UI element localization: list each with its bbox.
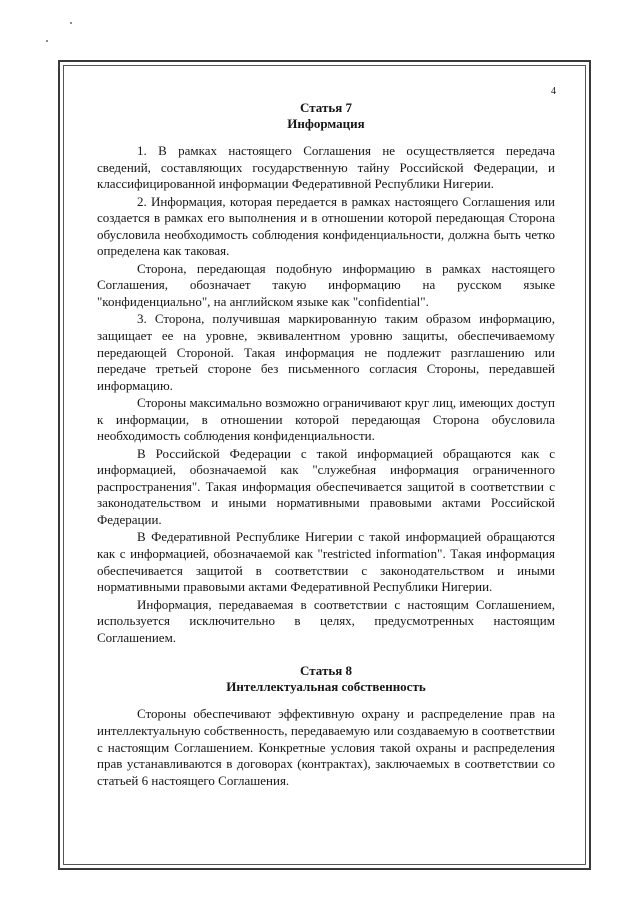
article-7 [97,100,555,646]
article-7-paragraph: 1. В рамках настоящего Соглашения не осуществляется передача сведений, составляющих государственную тайну Российской Федерации, и классифицированной информации Федеративной Республики Нигерии. [97,143,555,192]
scan-speck [70,22,72,24]
article-8 [97,663,555,789]
article-8-title: Статья 8 [300,663,352,679]
scan-speck [46,40,48,42]
article-7-paragraph: Информация, передаваемая в соответствии с настоящим Соглашением, используется исключительно в целях, предусмотренных настоящим Соглашением. [97,596,555,645]
article-7-title: Статья 7 [300,100,352,115]
article-7-paragraph: В Федеративной Республике Нигерии с такой информацией обращаются как с информацией, обозначаемой как "restricted information". Такая информация обеспечивается защитой в соответствии с законодательством и иными нормативными правовыми актами Федеративной Республики Нигерии. [97,529,555,595]
spacer [97,695,555,706]
article-7-paragraph: Сторона, передающая подобную информацию в рамках настоящего Соглашения, обозначает такую информацию на русском языке "конфиденциально", на английском языке как "confidential". [97,260,555,309]
page-number: 4 [551,86,556,97]
article-7-paragraph: 3. Сторона, получившая маркированную таким образом информацию, защищает ее на уровне, эквивалентном уровню защиты, обеспечиваемому передающей Стороной. Такая информация не подлежит разглашению или передаче третьей стороне без письменного согласия Стороны, передавшей информацию. [97,311,555,393]
article-7-paragraph: Стороны максимально возможно ограничивают круг лиц, имеющих доступ к информации, в отношении которой передающая Сторона обусловила необходимость соблюдения конфиденциальности. [97,395,555,444]
article-8-subtitle: Интеллектуальная собственность [226,679,426,695]
article-8-paragraph: Стороны обеспечивают эффективную охрану и распределение прав на интеллектуальную собственность, передаваемую или создаваемую в соответствии с настоящим Соглашением. Конкретные условия такой охраны и распределения прав устанавливаются в договорах (контрактах), заключаемых в соответствии со статьей 6 настоящего Соглашения. [97,706,555,788]
article-7-paragraph: 2. Информация, которая передается в рамках настоящего Соглашения или создается в рамках его выполнения и в отношении которой передающая Сторона обусловила необходимость соблюдения конфиденциальности, должна быть четко определена как таковая. [97,193,555,259]
spacer [97,132,555,143]
document-body [97,88,555,790]
article-7-paragraph: В Российской Федерации с такой информацией обращаются как с информацией, обозначаемой как "служебная информация ограниченного распространения". Такая информация обеспечивается защитой в соответствии с законодательством и иными нормативными правовыми актами Российской Федерации. [97,445,555,528]
article-7-subtitle: Информация [287,116,365,131]
